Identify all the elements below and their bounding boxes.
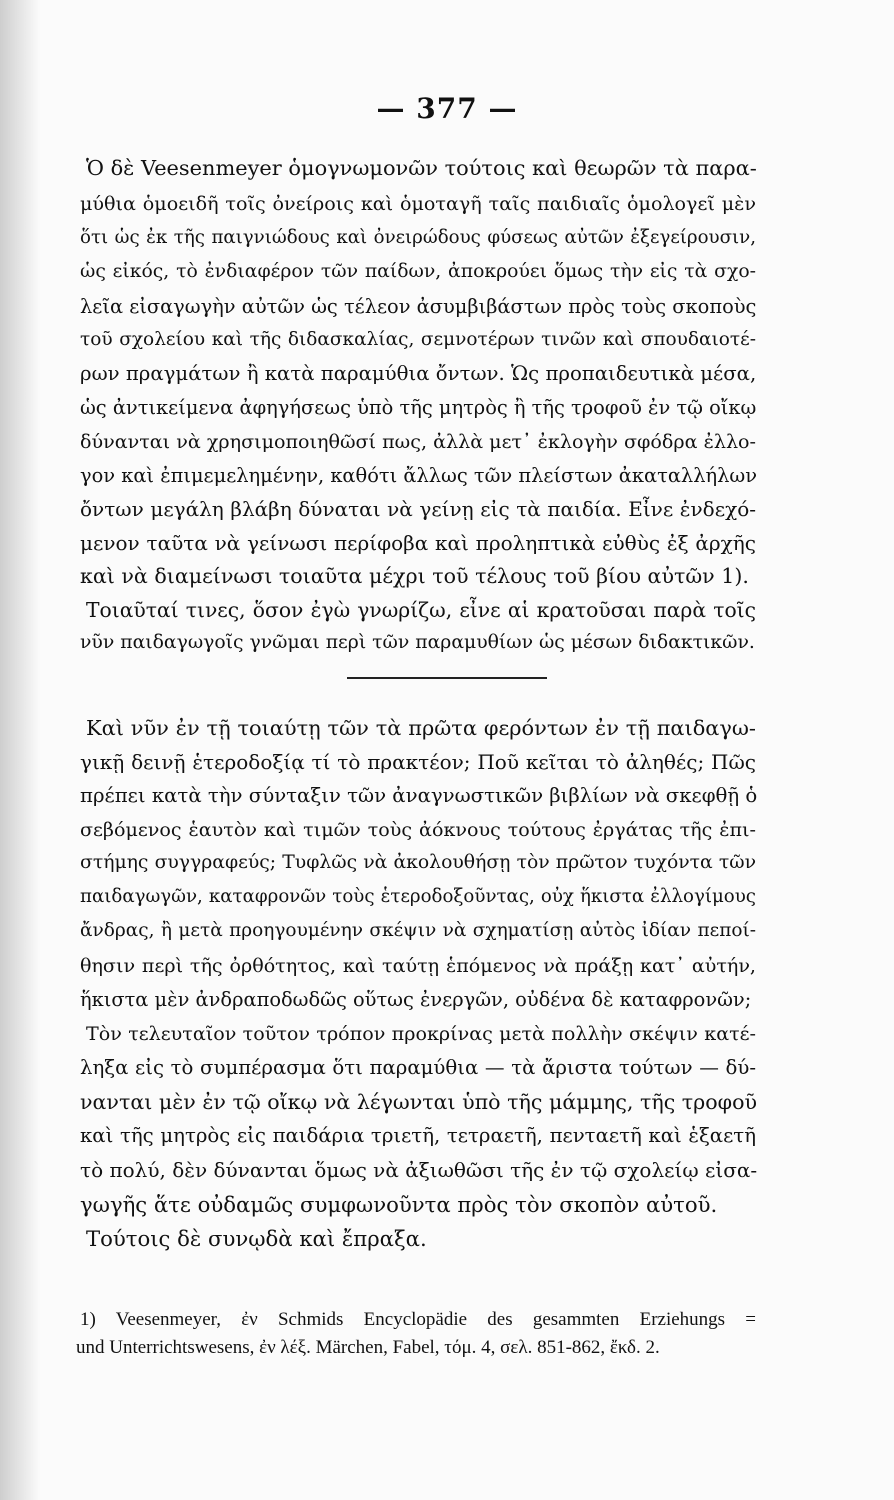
paragraph-1-line-4: ὡς εἰκός, τὸ ἐνδιαφέρον τῶν παίδων, ἀποκρούει ὅμως τὴν εἰς τὰ σχο- xyxy=(80,261,756,282)
paragraph-1-line-13: καὶ νὰ διαμείνωσι τοιαῦτα μέχρι τοῦ τέλους τοῦ βίου αὐτῶν 1). xyxy=(80,564,749,588)
paragraph-4-line-2: ληξα εἰς τὸ συμπέρασμα ὅτι παραμύθια — τὰ ἄριστα τούτων — δύ- xyxy=(80,1056,756,1079)
paragraph-1-line-11: ὄντων μεγάλη βλάβη δύναται νὰ γείνῃ εἰς τὰ παιδία. Εἶνε ἐνδεχό- xyxy=(80,497,756,521)
paragraph-4-line-7: Τούτοις δὲ συνῳδὰ καὶ ἔπραξα. xyxy=(86,1226,427,1251)
paragraph-1-line-8: ὡς ἀντικείμενα ἀφηγήσεως ὑπὸ τῆς μητρὸς ἢ τῆς τροφοῦ ἐν τῷ οἴκῳ xyxy=(80,396,757,419)
paragraph-1-line-6: τοῦ σχολείου καὶ τῆς διδασκαλίας, σεμνοτέρων τινῶν καὶ σπουδαιοτέ- xyxy=(80,329,756,350)
paragraph-3-line-9: ἥκιστα μὲν ἀνδραποδωδῶς οὕτως ἐνεργῶν, οὐδένα δὲ καταφρονῶν; xyxy=(80,988,752,1011)
paragraph-4-line-4: καὶ τῆς μητρὸς εἰς παιδάρια τριετῆ, τετραετῆ, πενταετῆ καὶ ἑξαετῆ xyxy=(80,1124,756,1147)
paragraph-1-line-1: Ὁ δὲ Veesenmeyer ὁμογνωμονῶν τούτοις καὶ θεωρῶν τὰ παρα- xyxy=(86,156,757,180)
paragraph-1-line-3: ὅτι ὡς ἐκ τῆς παιγνιώδους καὶ ὀνειρώδους φύσεως αὐτῶν ἐξεγείρουσιν, xyxy=(80,227,756,248)
paragraph-4-line-5: τὸ πολύ, δὲν δύνανται ὅμως νὰ ἀξιωθῶσι τῆς ἐν τῷ σχολείῳ εἰσα- xyxy=(80,1158,758,1182)
paragraph-2-line-2: νῦν παιδαγωγοῖς γνῶμαι περὶ τῶν παραμυθίων ὡς μέσων διδακτικῶν. xyxy=(80,632,755,653)
paragraph-3-line-6: παιδαγωγῶν, καταφρονῶν τοὺς ἑτεροδοξοῦντας, οὐχ ἥκιστα ἐλλογίμους xyxy=(80,886,756,907)
paragraph-1-line-7: ρων πραγμάτων ἢ κατὰ παραμύθια ὄντων. Ὡς προπαιδευτικὰ μέσα, xyxy=(80,362,757,385)
paragraph-1-line-9: δύνανται νὰ χρησιμοποιηθῶσί πως, ἀλλὰ μετ᾽ ἐκλογὴν σφόδρα ἐλλο- xyxy=(80,430,756,453)
paragraph-3-line-3: πρέπει κατὰ τὴν σύνταξιν τῶν ἀναγνωστικῶν βιβλίων νὰ σκεφθῇ ὁ xyxy=(80,784,758,807)
paragraph-3-line-8: θησιν περὶ τῆς ὀρθότητος, καὶ ταύτῃ ἑπόμενος νὰ πράξῃ κατ᾽ αὐτήν, xyxy=(80,954,756,977)
paragraph-4-line-1: Τὸν τελευταῖον τοῦτον τρόπον προκρίνας μετὰ πολλὴν σκέψιν κατέ- xyxy=(86,1022,756,1045)
paragraph-1-line-12: μενον ταῦτα νὰ γείνωσι περίφοβα καὶ προληπτικὰ εὐθὺς ἐξ ἀρχῆς xyxy=(80,531,756,555)
paragraph-3-line-5: στήμης συγγραφεύς; Τυφλῶς νὰ ἀκολουθήσῃ τὸν πρῶτον τυχόντα τῶν xyxy=(80,852,756,873)
paragraph-4-line-3: νανται μὲν ἐν τῷ οἴκῳ νὰ λέγωνται ὑπὸ τῆς μάμμης, τῆς τροφοῦ xyxy=(80,1090,758,1114)
paragraph-2-line-1: Τοιαῦταί τινες, ὅσον ἐγὼ γνωρίζω, εἶνε αἱ κρατοῦσαι παρὰ τοῖς xyxy=(86,598,756,622)
paragraph-1-line-2: μύθια ὁμοειδῆ τοῖς ὀνείροις καὶ ὁμοταγῆ ταῖς παιδιαῖς ὁμολογεῖ μὲν xyxy=(80,192,756,215)
paragraph-1-line-10: γον καὶ ἐπιμεμελημένην, καθότι ἄλλως τῶν πλείστων ἀκαταλλήλων xyxy=(80,464,757,487)
page-number: — 377 — xyxy=(376,92,518,125)
footnote-line-1: 1) Veesenmeyer, ἐν Schmids Encyclopädie des gesammten Erziehungs = xyxy=(80,1309,756,1330)
paragraph-3-line-7: ἄνδρας, ἢ μετὰ προηγουμένην σκέψιν νὰ σχηματίσῃ αὐτὸς ἰδίαν πεποί- xyxy=(80,920,756,941)
footnote-line-2: und Unterrichtswesens, ἐν λέξ. Märchen, Fabel, τόμ. 4, σελ. 851-862, ἔκδ. 2. xyxy=(76,1337,660,1358)
section-divider xyxy=(347,677,547,679)
paragraph-4-line-6: γωγῆς ἅτε οὐδαμῶς συμφωνοῦντα πρὸς τὸν σκοπὸν αὐτοῦ. xyxy=(80,1192,718,1217)
paragraph-3-line-4: σεβόμενος ἑαυτὸν καὶ τιμῶν τοὺς ἀόκνους τούτους ἐργάτας τῆς ἐπι- xyxy=(80,818,756,841)
page-edge-shadow xyxy=(0,0,40,1500)
paragraph-3-line-1: Καὶ νῦν ἐν τῇ τοιαύτῃ τῶν τὰ πρῶτα φερόντων ἐν τῇ παιδαγω- xyxy=(86,716,756,740)
paragraph-1-line-5: λεῖα εἰσαγωγὴν αὐτῶν ὡς τέλεον ἀσυμβιβάστων πρὸς τοὺς σκοποὺς xyxy=(80,295,757,318)
paragraph-3-line-2: γικῇ δεινῇ ἑτεροδοξίᾳ τί τὸ πρακτέον; Ποῦ κεῖται τὸ ἀληθές; Πῶς xyxy=(80,750,756,774)
